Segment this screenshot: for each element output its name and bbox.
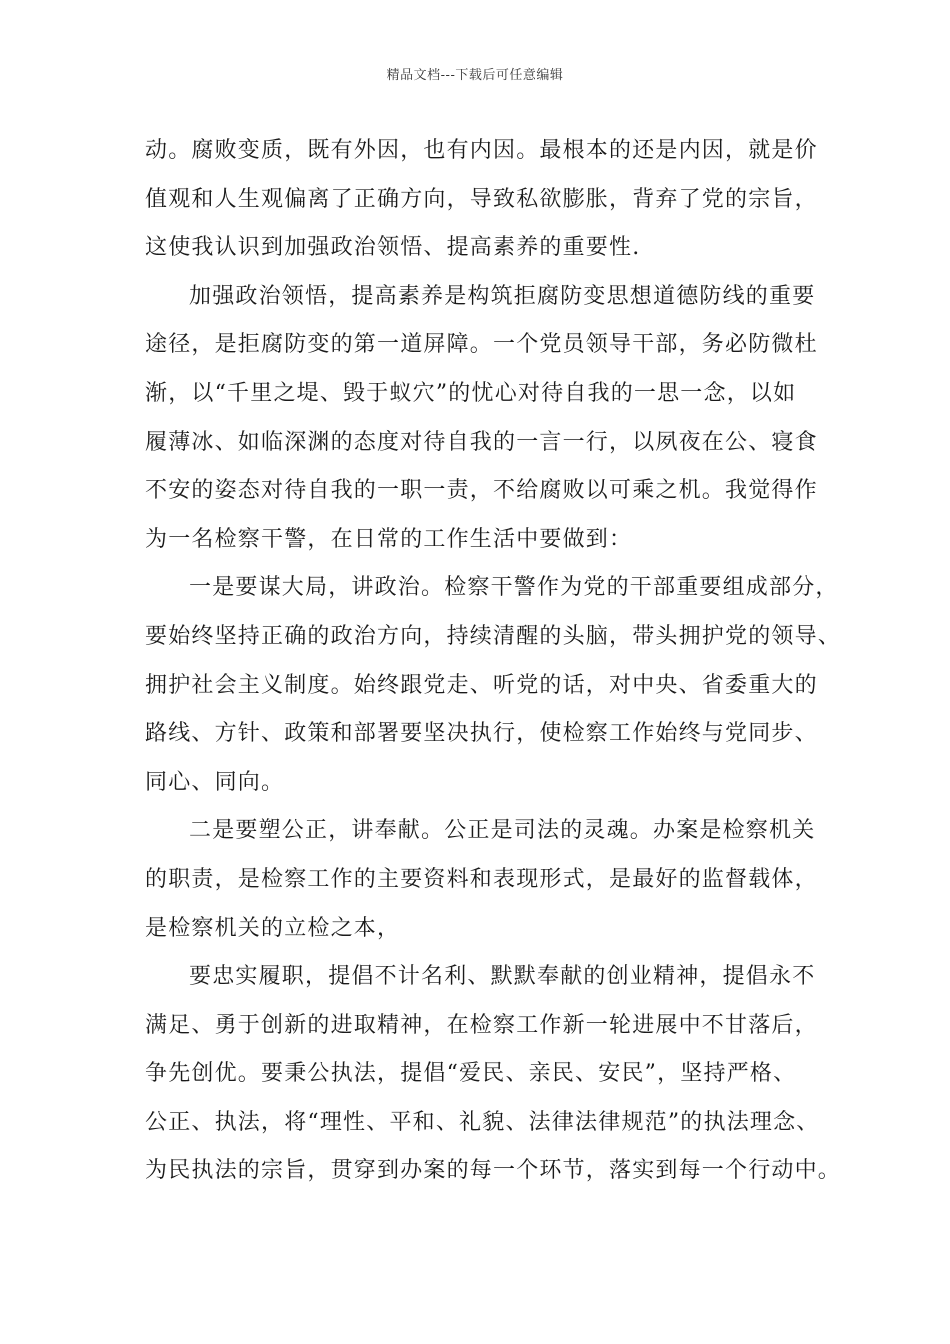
text-line: 是检察机关的立检之本， bbox=[145, 915, 401, 941]
text-line: 为民执法的宗旨，贯穿到办案的每一个环节，落实到每一个行动中。 bbox=[145, 1158, 842, 1184]
text-line: 为一名检察干警，在日常的工作生活中要做到： bbox=[145, 526, 633, 552]
text-line: 履薄冰、如临深渊的态度对待自我的一言一行，以夙夜在公、寝食 bbox=[145, 429, 818, 455]
paragraph-first-line: 二是要塑公正，讲奉献。公正是司法的灵魂。办案是检察机关 bbox=[189, 818, 816, 844]
text-line: 不安的姿态对待自我的一职一责，不给腐败以可乘之机。我觉得作 bbox=[145, 478, 818, 504]
text-line: 这使我认识到加强政治领悟、提高素养的重要性. bbox=[145, 235, 641, 261]
text-line: 满足、勇于创新的进取精神，在检察工作新一轮进展中不甘落后， bbox=[145, 1012, 818, 1038]
paragraph-first-line: 一是要谋大局，讲政治。检察干警作为党的干部重要组成部分， bbox=[189, 575, 839, 601]
text-line: 途径，是拒腐防变的第一道屏障。一个党员领导干部，务必防微杜 bbox=[145, 332, 818, 358]
text-line: 渐，以“千里之堤、毁于蚁穴”的忧心对待自我的一思一念，以如 bbox=[145, 380, 797, 406]
text-line: 动。腐败变质，既有外因，也有内因。最根本的还是内因，就是价 bbox=[145, 138, 818, 163]
text-line: 要始终坚持正确的政治方向，持续清醒的头脑，带头拥护党的领导、 bbox=[145, 623, 842, 649]
paragraph-first-line: 加强政治领悟，提高素养是构筑拒腐防变思想道德防线的重要 bbox=[189, 283, 816, 309]
page-header: 精品文档---下载后可任意编辑 bbox=[386, 68, 564, 83]
text-line: 的职责，是检察工作的主要资料和表现形式，是最好的监督载体， bbox=[145, 866, 818, 892]
text-line: 公正、执法，将“理性、平和、礼貌、法律法律规范”的执法理念、 bbox=[145, 1109, 820, 1135]
text-line: 路线、方针、政策和部署要坚决执行，使检察工作始终与党同步、 bbox=[145, 721, 818, 747]
paragraph-first-line: 要忠实履职，提倡不计名利、默默奉献的创业精神，提倡永不 bbox=[189, 964, 816, 990]
text-line: 值观和人生观偏离了正确方向，导致私欲膨胀，背弃了党的宗旨， bbox=[145, 186, 818, 212]
text-line: 争先创优。要秉公执法，提倡“爱民、亲民、安民”，坚持严格、 bbox=[145, 1061, 797, 1087]
document-body bbox=[145, 127, 842, 1196]
text-line: 同心、同向。 bbox=[145, 769, 285, 795]
text-line: 拥护社会主义制度。始终跟党走、听党的话，对中央、省委重大的 bbox=[145, 672, 818, 698]
